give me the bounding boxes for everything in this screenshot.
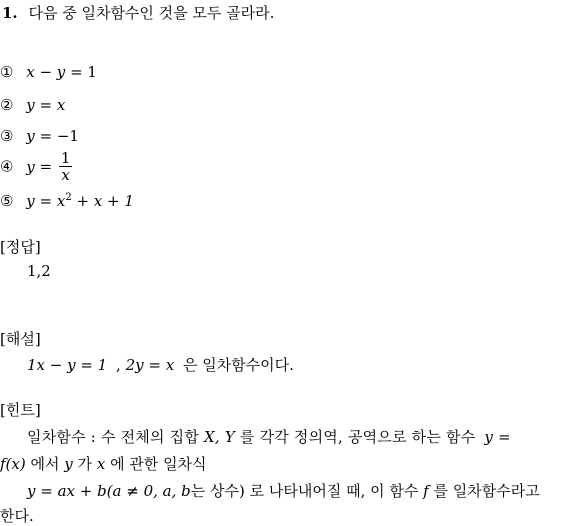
option-marker: ① — [0, 63, 14, 81]
fraction — [59, 150, 73, 183]
hint-text: 는 상수) — [190, 482, 245, 500]
hint-line-1 — [27, 426, 511, 447]
option-lhs: x − y — [26, 63, 66, 81]
explanation-eq1: 1x − y = 1 — [27, 356, 108, 374]
option-5: ⑤ $y = x^2 + x + 1$ — [0, 192, 134, 210]
explanation-tail: 은 일차함수이다. — [182, 356, 294, 374]
option-2: ② y = x — [0, 96, 66, 114]
hint-math: f(x) — [0, 455, 26, 473]
question-prompt: 다음 중 일차함수인 것을 모두 골라라. — [28, 4, 275, 22]
option-marker: ③ — [0, 127, 14, 145]
hint-text: 에서 — [30, 455, 60, 473]
explanation-body — [27, 354, 294, 375]
explanation-label: [해설] — [0, 330, 41, 348]
fraction-numerator: 1 — [60, 149, 71, 167]
hint-line-3 — [27, 480, 540, 501]
hint-label: [힌트] — [0, 401, 41, 419]
explanation-sep: , — [116, 356, 121, 374]
option-marker: ② — [0, 96, 14, 114]
fraction-denominator: x — [59, 166, 73, 183]
hint-text: 를 일차함수라고 — [433, 482, 540, 500]
option-lhs: y — [26, 127, 35, 145]
option-1: ① x − y = 1 — [0, 63, 97, 81]
hint-math: f — [423, 482, 429, 500]
question-number: 1. — [2, 4, 18, 22]
hint-text: 일차함수 : 수 전체의 집합 — [27, 428, 200, 446]
answer-value: 1,2 — [27, 262, 51, 280]
option-lhs: y — [26, 157, 35, 176]
option-lhs: y — [26, 192, 35, 210]
option-marker: ⑤ — [0, 192, 14, 210]
option-4: ④ y = $\frac{1}{x}$ — [0, 149, 71, 184]
option-rhs: x — [56, 96, 66, 114]
answer-label: [정답] — [0, 238, 41, 256]
hint-line-4: 한다. — [0, 507, 34, 525]
option-rhs-exponent: 2 — [65, 192, 72, 203]
option-marker: ④ — [0, 157, 14, 176]
hint-math: X, Y — [204, 428, 235, 446]
hint-math: x — [96, 455, 106, 473]
hint-text: 를 각각 정의역, 공역으로 하는 함수 — [239, 428, 476, 446]
option-lhs: y — [26, 96, 35, 114]
option-rhs-base: x — [56, 192, 66, 210]
hint-math: y = — [484, 428, 511, 446]
option-rhs: 1 — [87, 63, 97, 81]
hint-math: y = ax + b(a ≠ 0, a, b — [27, 482, 191, 500]
hint-math: y — [64, 455, 73, 473]
option-rhs-tail: + x + 1 — [76, 192, 134, 210]
option-3: ③ y = −1 — [0, 127, 79, 145]
option-rhs: −1 — [56, 127, 79, 145]
hint-text: 로 나타내어질 때, 이 함수 — [249, 482, 419, 500]
hint-line-2 — [0, 453, 207, 474]
explanation-eq2: 2y = x — [125, 356, 175, 374]
hint-text: 가 — [77, 455, 93, 473]
question — [2, 2, 274, 23]
hint-text: 에 관한 일차식 — [110, 455, 207, 473]
